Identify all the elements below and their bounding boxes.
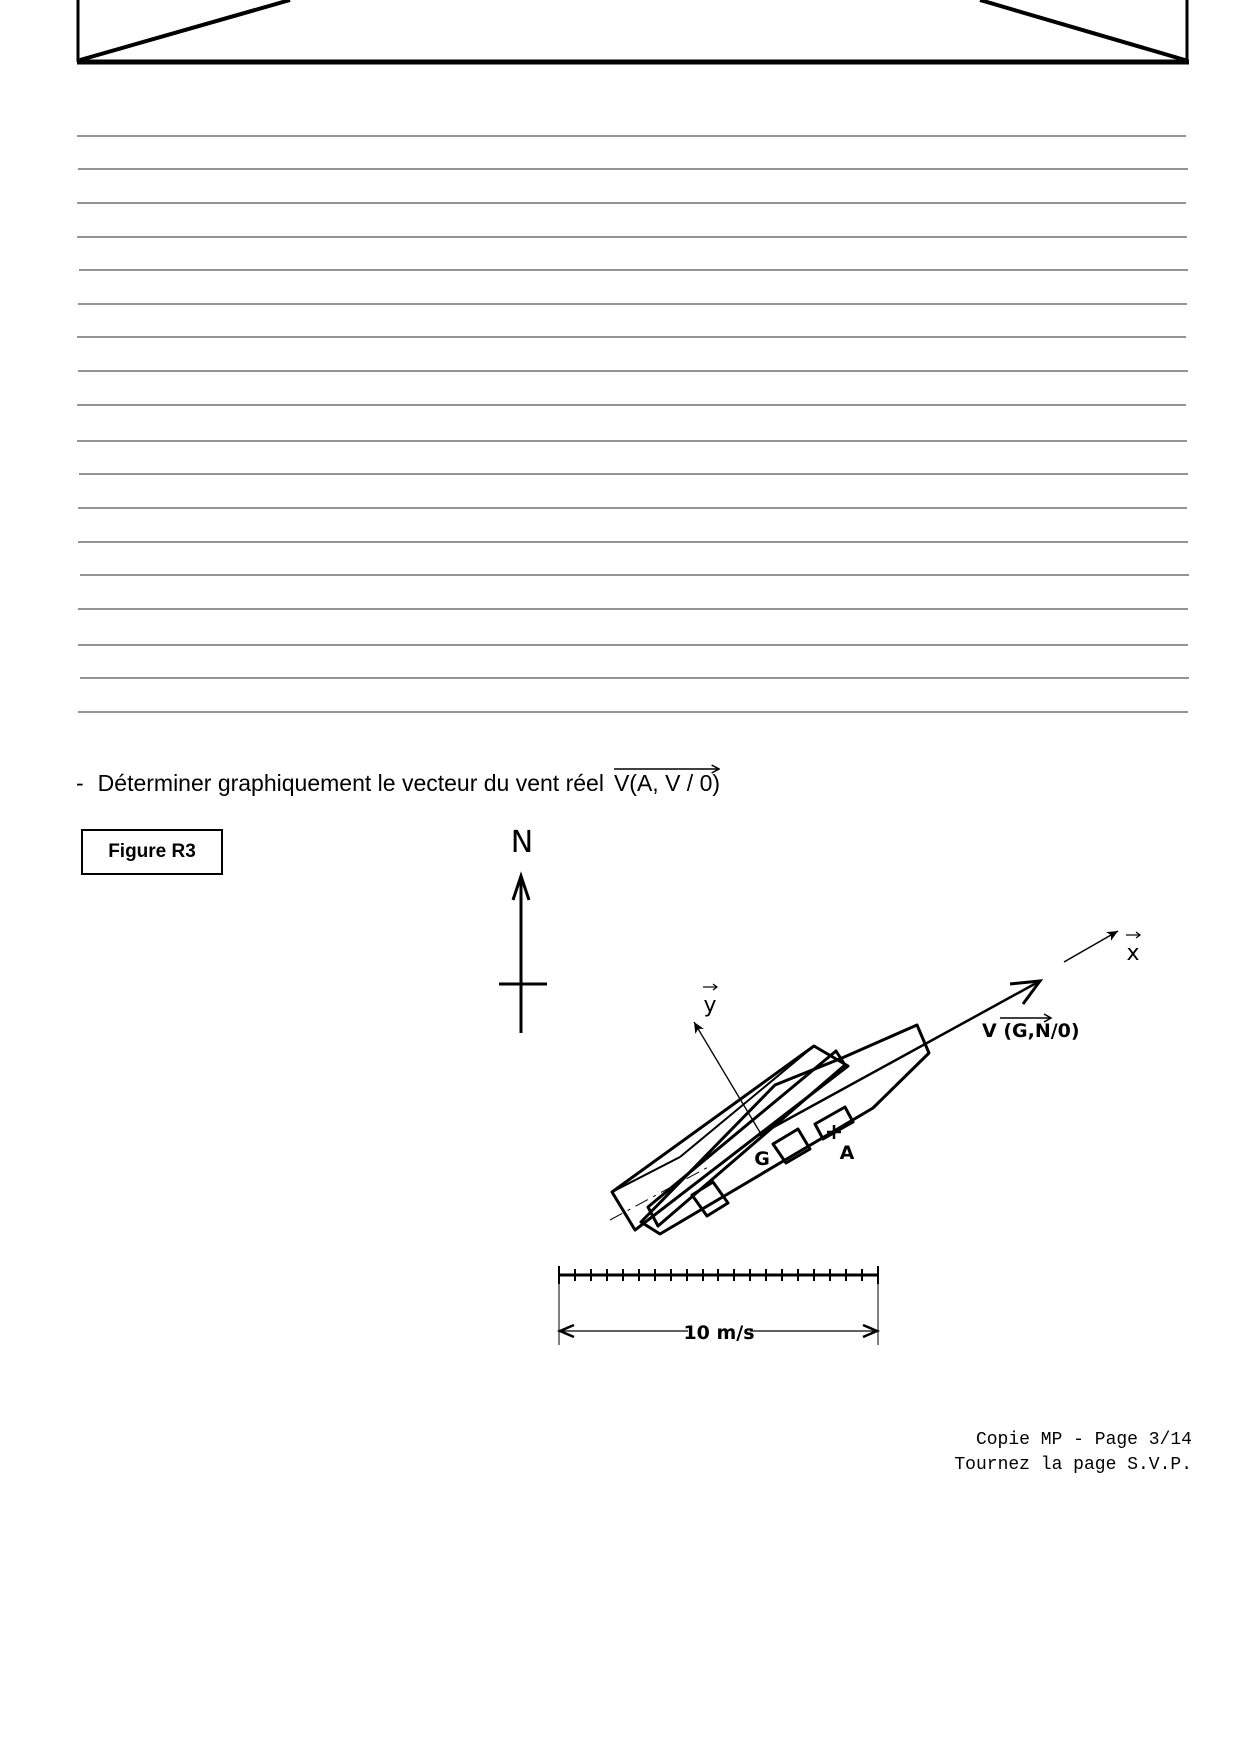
vector-notation [614, 770, 720, 797]
footer-page-number: Copie MP - Page 3/14 [975, 1430, 1192, 1450]
north-indicator [499, 825, 547, 1033]
vector-text: V(A, V / 0) [613, 770, 721, 796]
y-axis-label: y [703, 993, 717, 1018]
instruction-text: Déterminer graphiquement le vecteur du vent réel [97, 770, 604, 796]
figure-r3-diagram[interactable] [0, 820, 1240, 1380]
point-g-label: G [754, 1148, 770, 1170]
instruction-dash: - [76, 770, 84, 796]
footer-turn-page: Tournez la page S.V.P. [954, 1455, 1192, 1475]
north-label: N [510, 825, 534, 860]
point-a-label: A [839, 1142, 855, 1164]
point-a [827, 1125, 855, 1164]
instruction [76, 770, 720, 797]
scale-label: 10 m/s [683, 1322, 755, 1344]
scale-bar [559, 1266, 878, 1345]
x-axis-label: x [1126, 941, 1140, 966]
hull-side [648, 1051, 845, 1226]
page-footer [954, 1428, 1192, 1478]
velocity-label: V (G,N/0) [982, 1020, 1080, 1042]
answer-ruled-lines[interactable] [0, 0, 1240, 760]
figure-label: Figure R3 [81, 829, 223, 875]
x-axis [1064, 931, 1140, 966]
velocity-vector [761, 981, 1080, 1134]
vector-arrow-icon [614, 764, 720, 774]
